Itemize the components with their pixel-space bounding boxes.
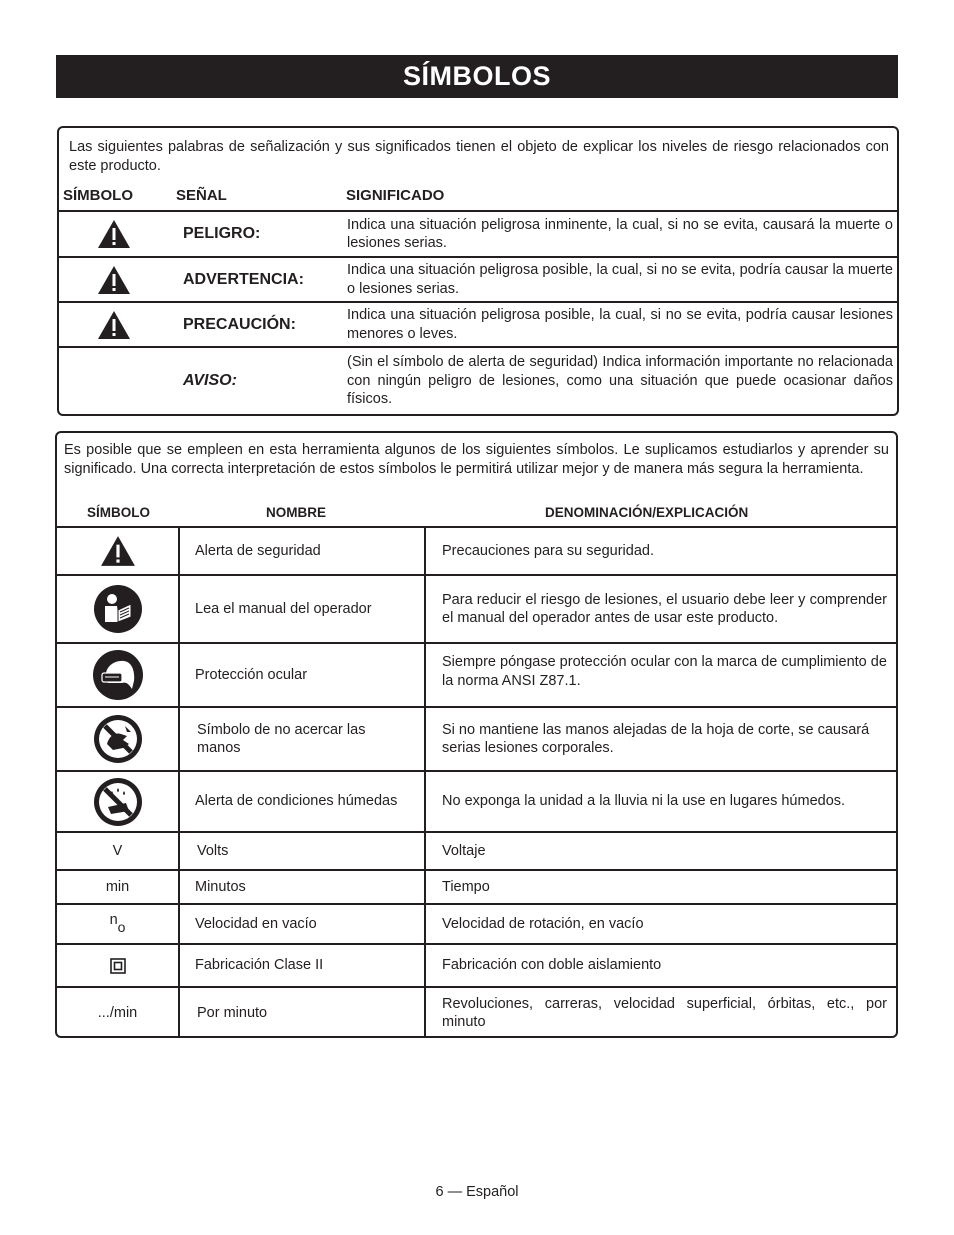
symbol-text: min	[105, 878, 130, 895]
header-signal: SEÑAL	[176, 187, 227, 204]
symbols-intro: Es posible que se empleen en esta herramienta algunos de los siguientes símbolos. Le suplicamos estudiarlos y aprender su significado. Una correcta interpretación de estos símbolos le permitirá utilizar mejor y de manera más segura la herramienta.	[64, 442, 889, 477]
warning-triangle-icon	[97, 310, 131, 340]
symbol-explanation: Voltaje	[442, 842, 486, 859]
symbol-row	[57, 574, 896, 642]
symbol-name: Lea el manual del operador	[195, 600, 372, 617]
symbol-explanation: Precauciones para su seguridad.	[442, 542, 654, 559]
signal-row-notice	[59, 346, 897, 414]
header-symbol: SÍMBOLO	[87, 505, 150, 520]
signal-meaning: Indica una situación peligrosa posible, la cual, si no se evita, podría causar lesiones menores o leves.	[347, 307, 893, 342]
page-title: SÍMBOLOS	[56, 55, 898, 98]
symbol-row	[57, 903, 896, 943]
header-name: NOMBRE	[266, 505, 326, 520]
read-manual-icon	[93, 584, 143, 634]
symbol-row	[57, 869, 896, 903]
symbol-row	[57, 943, 896, 986]
symbol-name: Alerta de condiciones húmedas	[195, 793, 398, 810]
symbol-explanation: Si no mantiene las manos alejadas de la hoja de corte, se causará serias lesiones corporales.	[442, 721, 870, 756]
signal-row-caution	[59, 301, 897, 346]
symbol-row	[57, 642, 896, 706]
symbol-row	[57, 986, 896, 1038]
signal-label: AVISO:	[183, 372, 237, 389]
signal-meaning: (Sin el símbolo de alerta de seguridad) Indica información importante no relacionada con ningún peligro de lesiones, como una situación que puede ocasionar daños físicos.	[347, 354, 893, 408]
symbol-name: Velocidad en vacío	[195, 915, 317, 932]
signal-label: ADVERTENCIA:	[183, 270, 304, 288]
symbol-explanation: Tiempo	[442, 878, 490, 895]
class-ii-construction-icon	[110, 958, 126, 974]
warning-triangle-icon	[97, 265, 131, 295]
safety-alert-icon	[100, 535, 136, 567]
symbol-main: n	[109, 912, 118, 928]
signal-meaning: Indica una situación peligrosa posible, la cual, si no se evita, podría causar la muerte o lesiones serias.	[347, 262, 893, 297]
symbol-row	[57, 706, 896, 770]
symbol-row	[57, 831, 896, 869]
symbol-explanation: Para reducir el riesgo de lesiones, el usuario debe leer y comprender el manual del operador antes de usar este producto.	[442, 591, 887, 626]
symbol-row	[57, 770, 896, 831]
symbol-name: Por minuto	[197, 1004, 268, 1021]
warning-triangle-icon	[97, 219, 131, 249]
keep-hands-away-icon	[93, 714, 143, 764]
page-footer: 6 — Español	[435, 1184, 519, 1200]
signal-intro: Las siguientes palabras de señalización y sus significados tienen el objeto de explicar los niveles de riesgo relacionados con este producto.	[69, 139, 889, 174]
signal-row-warning	[59, 256, 897, 301]
symbol-sub: o	[117, 919, 126, 935]
eye-protection-icon	[92, 649, 144, 701]
symbol-explanation: Velocidad de rotación, en vacío	[442, 915, 644, 932]
signal-row-danger	[59, 210, 897, 256]
symbol-explanation: Revoluciones, carreras, velocidad superficial, órbitas, etc., por minuto	[442, 995, 887, 1030]
symbol-name: Volts	[197, 842, 229, 859]
symbol-name: Protección ocular	[195, 666, 308, 683]
signal-label: PRECAUCIÓN:	[183, 315, 296, 333]
symbol-explanation: Siempre póngase protección ocular con la marca de cumplimiento de la norma ANSI Z87.1.	[442, 654, 887, 689]
no-load-speed-symbol	[57, 905, 178, 943]
signal-words-box	[57, 126, 899, 416]
symbols-box	[55, 431, 898, 1038]
header-meaning: SIGNIFICADO	[346, 187, 445, 204]
symbol-name: Alerta de seguridad	[195, 542, 321, 559]
wet-conditions-icon	[93, 777, 143, 827]
symbol-text: V	[112, 842, 123, 859]
symbol-name: Fabricación Clase II	[195, 957, 324, 974]
header-symbol: SÍMBOLO	[63, 187, 133, 204]
signal-label: PELIGRO:	[183, 225, 261, 242]
symbol-text: .../min	[97, 1004, 138, 1021]
symbol-row	[57, 526, 896, 574]
signal-meaning: Indica una situación peligrosa inminente, la cual, si no se evita, causará la muerte o lesiones serias.	[347, 216, 893, 251]
symbol-explanation: Fabricación con doble aislamiento	[442, 957, 662, 974]
symbol-name: Minutos	[195, 878, 246, 895]
symbol-explanation: No exponga la unidad a la lluvia ni la use en lugares húmedos.	[442, 793, 846, 810]
header-explanation: DENOMINACIÓN/EXPLICACIÓN	[545, 505, 749, 520]
symbol-name: Símbolo de no acercar las manos	[197, 721, 366, 756]
